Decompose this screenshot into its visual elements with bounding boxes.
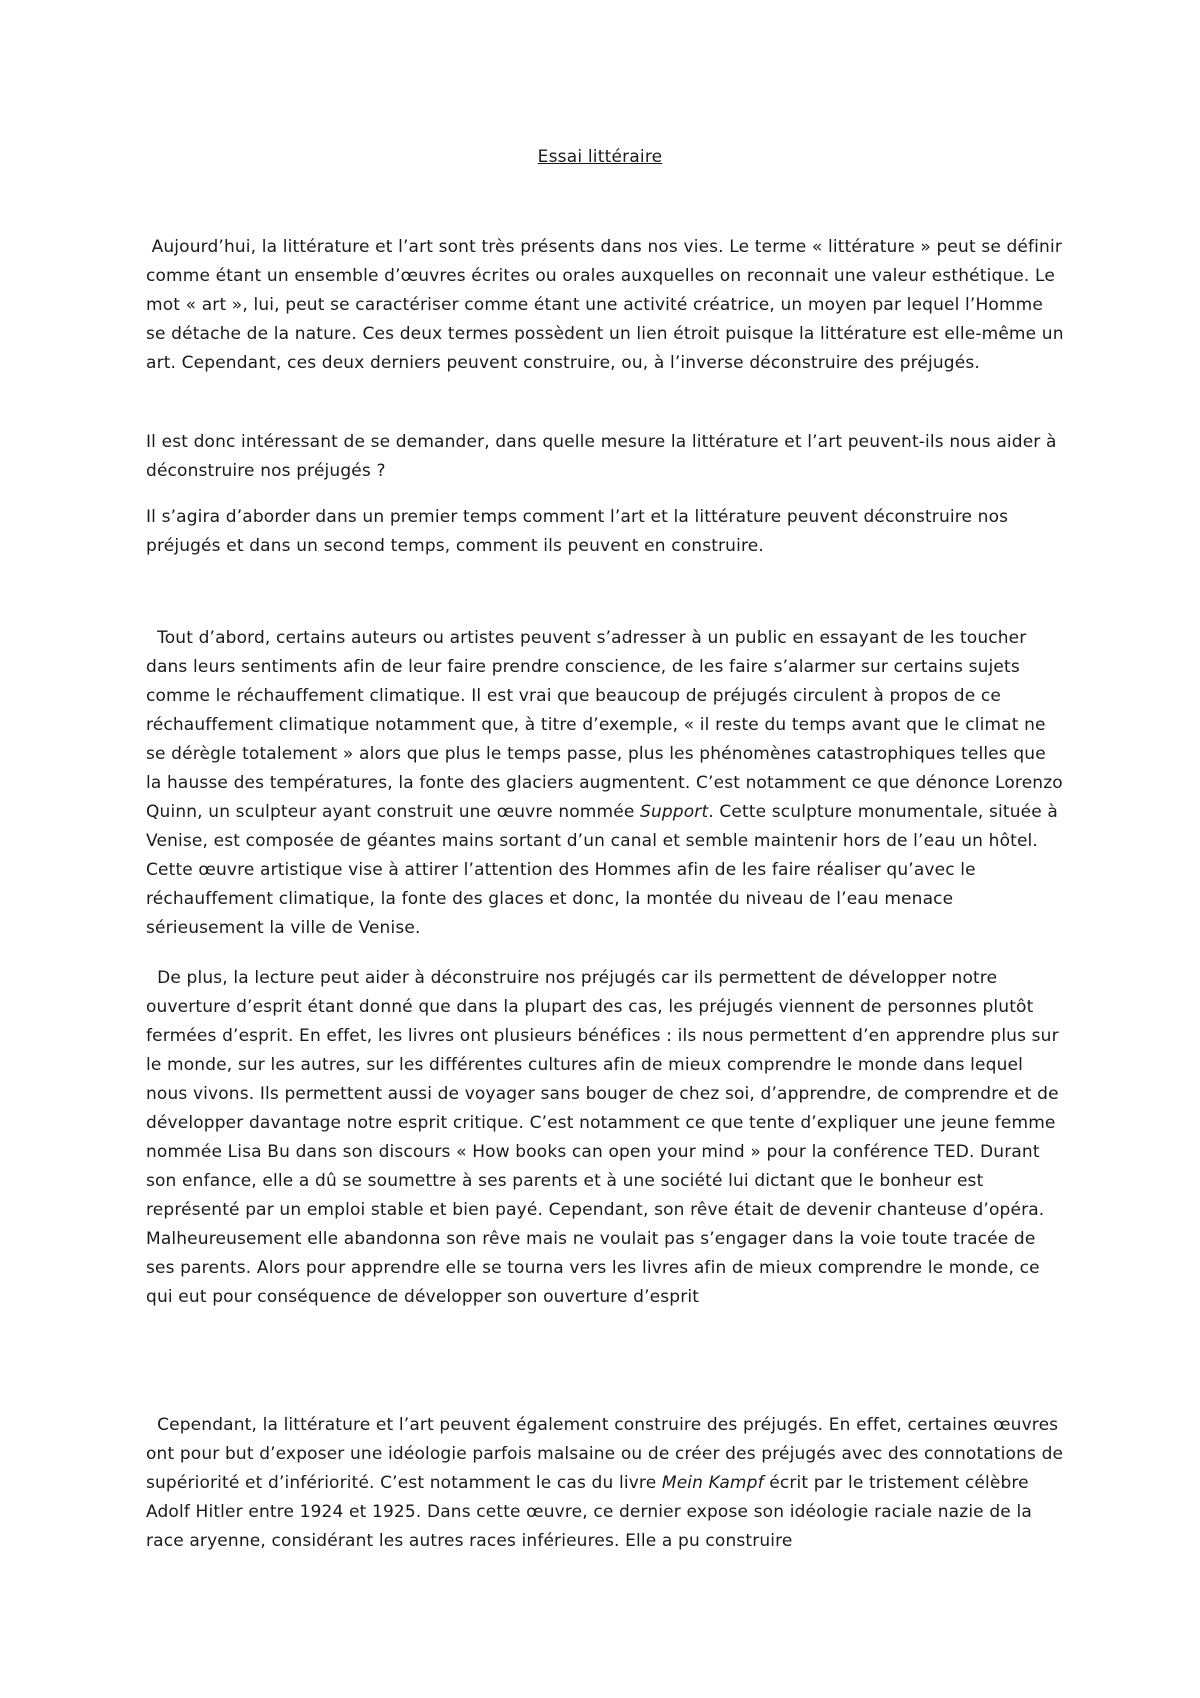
part2-paragraph-1-text xyxy=(146,1411,1069,1556)
intro-paragraph-1 xyxy=(146,233,1070,378)
intro-paragraph-2 xyxy=(146,428,1066,486)
part1-paragraph-1 xyxy=(146,624,1069,943)
part2-paragraph-1-before: Cependant, la littérature et l’art peuvent également construire des préjugés. En effet, certaines œuvres ont pour but d’exposer une idéologie parfois malsaine ou de créer des préjugés avec des connotations de supériorité et d’infériorité. C’est notamment le cas du livre xyxy=(146,1415,1069,1493)
part1-paragraph-1-after: . Cette sculpture monumentale, située à Venise, est composée de géantes mains sortant d’un canal et semble maintenir hors de l’eau un hôtel. Cette œuvre artistique vise à attirer l’attention des Hommes afin de les faire réaliser qu’avec le réchauffement climatique, la fonte des glaces et donc, la montée du niveau de l’eau menace sérieusement la ville de Venise. xyxy=(146,802,1064,938)
part1-paragraph-1-text xyxy=(146,624,1069,943)
document-title: Essai littéraire xyxy=(537,147,663,167)
part1-paragraph-2 xyxy=(146,964,1066,1312)
intro-paragraph-2-text: Il est donc intéressant de se demander, dans quelle mesure la littérature et l’art peuvent-ils nous aider à déconstruire nos préjugés ? xyxy=(146,432,1057,481)
part1-paragraph-2-text: De plus, la lecture peut aider à déconstruire nos préjugés car ils permettent de développer notre ouverture d’esprit étant donné que dans la plupart des cas, les préjugés viennent de personnes plutôt fermées d’esprit. En effet, les livres ont plusieurs bénéfices : ils nous permettent d’en apprendre plus sur le monde, sur les autres, sur les différentes cultures afin de mieux comprendre le monde dans lequel nous vivons. Ils permettent aussi de voyager sans bouger de chez soi, d’apprendre, de comprendre et de développer davantage notre esprit critique. C’est notamment ce que tente d’expliquer une jeune femme nommée Lisa Bu dans son discours « How books can open your mind » pour la conférence TED. Durant son enfance, elle a dû se soumettre à ses parents et à une société lui dictant que le bonheur est représenté par un emploi stable et bien payé. Cependant, son rêve était de devenir chanteuse d’opéra. Malheureusement elle abandonna son rêve mais ne voulait pas s’engager dans la voie toute tracée de ses parents. Alors pour apprendre elle se tourna vers les livres afin de mieux comprendre le monde, ce qui eut pour conséquence de développer son ouverture d’esprit xyxy=(146,968,1065,1307)
intro-paragraph-1-text: Aujourd’hui, la littérature et l’art sont très présents dans nos vies. Le terme « littérature » peut se définir comme étant un ensemble d’œuvres écrites ou orales auxquelles on reconnait une valeur esthétique. Le mot « art », lui, peut se caractériser comme étant une activité créatrice, un moyen par lequel l’Homme se détache de la nature. Ces deux termes possèdent un lien étroit puisque la littérature est elle-même un art. Cependant, ces deux derniers peuvent construire, ou, à l’inverse déconstruire des préjugés. xyxy=(146,237,1070,373)
part2-paragraph-1-after: écrit par le tristement célèbre Adolf Hitler entre 1924 et 1925. Dans cette œuvre, ce dernier expose son idéologie raciale nazie de la race aryenne, considérant les autres races inférieures. Elle a pu construire xyxy=(146,1473,1038,1551)
intro-paragraph-3-text: Il s’agira d’aborder dans un premier temps comment l’art et la littérature peuvent déconstruire nos préjugés et dans un second temps, comment ils peuvent en construire. xyxy=(146,507,1009,556)
artwork-title-support: Support xyxy=(640,802,709,822)
book-title-mein-kampf: Mein Kampf xyxy=(661,1473,764,1493)
intro-paragraph-3 xyxy=(146,503,1066,561)
part2-paragraph-1 xyxy=(146,1411,1069,1556)
part1-paragraph-1-before: Tout d’abord, certains auteurs ou artistes peuvent s’adresser à un public en essayant de les toucher dans leurs sentiments afin de leur faire prendre conscience, de les faire s’alarmer sur certains sujets comme le réchauffement climatique. Il est vrai que beaucoup de préjugés circulent à propos de ce réchauffement climatique notamment que, à titre d’exemple, « il reste du temps avant que le climat ne se dérègle totalement » alors que plus le temps passe, plus les phénomènes catastrophiques telles que la hausse des températures, la fonte des glaciers augmentent. C’est notamment ce que dénonce Lorenzo Quinn, un sculpteur ayant construit une œuvre nommée xyxy=(146,628,1069,822)
